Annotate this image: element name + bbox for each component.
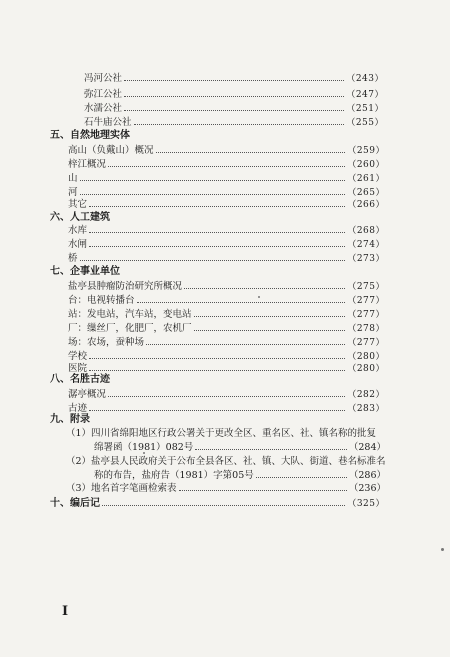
scan-speck xyxy=(441,548,444,551)
appendix-entry-line xyxy=(66,482,386,495)
toc-entry xyxy=(68,144,385,156)
toc-entry-page: （273） xyxy=(347,254,385,264)
toc-entry-label: 水闸 xyxy=(68,239,88,250)
appendix-entry-text: （2）盐亭县人民政府关于公布全县各区、社、镇、大队、街道、巷名标准名 xyxy=(66,456,386,467)
toc-entry xyxy=(68,172,385,184)
scan-speck xyxy=(143,452,145,454)
toc-entry-label: 冯河公社 xyxy=(84,73,123,84)
leader-dots xyxy=(89,198,345,207)
leader-dots xyxy=(124,88,344,97)
toc-entry xyxy=(68,252,385,264)
toc-entry-label: 台：电视转播台 xyxy=(68,295,135,306)
appendix-entry-line xyxy=(66,469,386,482)
toc-entry-page: （259） xyxy=(347,146,385,156)
section-heading: 八、名胜古迹 xyxy=(50,374,110,385)
toc-entry-page: （261） xyxy=(347,174,385,184)
toc-entry-page: （282） xyxy=(347,390,385,400)
leader-dots xyxy=(89,350,345,359)
leader-dots xyxy=(146,336,345,345)
toc-entry xyxy=(84,72,384,84)
toc-entry-page: （280） xyxy=(347,364,385,374)
toc-entry-page: （278） xyxy=(347,324,385,334)
toc-entry-page: （274） xyxy=(347,240,385,250)
toc-entry xyxy=(84,116,384,128)
appendix-entry-text: （1）四川省绵阳地区行政公署关于更改全区、重名区、社、镇名称的批复 xyxy=(66,428,377,439)
toc-entry-label: 河 xyxy=(68,187,78,198)
leader-dots xyxy=(156,144,346,153)
toc-entry-label: 梓江概况 xyxy=(68,159,107,170)
toc-entry xyxy=(68,224,385,236)
leader-dots xyxy=(102,497,345,506)
scan-speck xyxy=(258,296,260,298)
toc-entry-label: 桥 xyxy=(68,253,78,264)
toc-entry-page: （275） xyxy=(347,282,385,292)
appendix-entry xyxy=(66,456,386,481)
leader-dots xyxy=(137,294,346,303)
toc-entry-page: （277） xyxy=(347,310,385,320)
toc-entry-label: 医院 xyxy=(68,363,88,374)
leader-dots xyxy=(184,280,345,289)
toc-entry-label: 其它 xyxy=(68,199,88,210)
toc-entry-page: （277） xyxy=(347,338,385,348)
toc-entry-page: （265） xyxy=(347,188,385,198)
leader-dots xyxy=(256,469,347,478)
toc-entry xyxy=(68,280,385,292)
toc-entry xyxy=(68,308,385,320)
leader-dots xyxy=(89,238,345,247)
toc-entry-page: （247） xyxy=(346,90,384,100)
toc-entry-label: 水濡公社 xyxy=(84,103,123,114)
toc-entry-page: （243） xyxy=(346,74,384,84)
toc-entry-label: 高山（负戴山）概况 xyxy=(68,145,154,156)
toc-entry-page: （266） xyxy=(347,200,385,210)
toc-entry-page: （260） xyxy=(347,160,385,170)
appendix-entry xyxy=(66,482,386,495)
toc-entry-page: （277） xyxy=(347,296,385,306)
toc-entry xyxy=(68,402,385,414)
leader-dots xyxy=(124,102,344,111)
appendix-entry-line xyxy=(66,441,386,454)
appendix-entry-text: （3）地名首字笔画检索表 xyxy=(66,483,177,494)
leader-dots xyxy=(89,402,345,411)
leader-dots xyxy=(89,362,345,371)
toc-entry xyxy=(68,238,385,250)
toc-entry-label: 站：发电站，汽车站，变电站 xyxy=(68,309,192,320)
toc-entry xyxy=(68,350,385,362)
leader-dots xyxy=(194,322,346,331)
toc-entry-label: 山 xyxy=(68,173,78,184)
toc-entry-page: （268） xyxy=(347,226,385,236)
leader-dots xyxy=(80,186,346,195)
toc-entry-page: （280） xyxy=(347,352,385,362)
section-heading: 九、附录 xyxy=(50,414,90,425)
toc-entry-page: （286） xyxy=(348,469,386,481)
appendix-entry-line xyxy=(66,456,386,469)
toc-entry-page: （325） xyxy=(347,499,385,509)
toc-entry xyxy=(68,186,385,198)
leader-dots xyxy=(195,441,347,450)
toc-entry-label: 学校 xyxy=(68,351,88,362)
leader-dots xyxy=(80,172,346,181)
section-heading: 七、企事业单位 xyxy=(50,266,120,277)
toc-entry xyxy=(68,198,385,210)
leader-dots xyxy=(80,252,346,261)
toc-entry-label: 十、编后记 xyxy=(50,498,100,509)
toc-entry-page: （251） xyxy=(346,104,384,114)
toc-entry-page: （283） xyxy=(347,404,385,414)
toc-entry xyxy=(68,362,385,374)
toc-entry xyxy=(68,158,385,170)
leader-dots xyxy=(89,224,345,233)
appendix-entry-text: 绵署函（1981）082号 xyxy=(94,441,194,453)
leader-dots xyxy=(124,72,344,81)
toc-entry xyxy=(68,388,385,400)
appendix-entry-text: 称的布告，盐府告（1981）字第05号 xyxy=(94,469,254,481)
toc-entry-label: 盐亭县肿瘤防治研究所概况 xyxy=(68,281,183,292)
toc-entry-page: （255） xyxy=(346,118,384,128)
section-heading: 六、人工建筑 xyxy=(50,212,110,223)
toc-entry-page: （284） xyxy=(348,441,386,453)
leader-dots xyxy=(108,158,345,167)
toc-entry-label: 潺亭概况 xyxy=(68,389,107,400)
leader-dots xyxy=(179,482,347,491)
section-heading: 五、自然地理实体 xyxy=(50,130,130,141)
toc-entry-label: 石牛庙公社 xyxy=(84,117,132,128)
page-numeral: I xyxy=(62,604,69,619)
leader-dots xyxy=(194,308,346,317)
toc-entry xyxy=(84,102,384,114)
toc-entry xyxy=(68,294,385,306)
toc-entry-label: 水库 xyxy=(68,225,88,236)
toc-entry-page: （236） xyxy=(348,483,386,494)
toc-entry xyxy=(84,88,384,100)
toc-entry-label: 厂：缫丝厂，化肥厂，农机厂 xyxy=(68,323,192,334)
toc-entry-section-10 xyxy=(50,497,385,509)
toc-entry-label: 弥江公社 xyxy=(84,89,123,100)
leader-dots xyxy=(108,388,345,397)
toc-entry-label: 场：农场，蚕种场 xyxy=(68,337,145,348)
leader-dots xyxy=(134,116,345,125)
toc-entry xyxy=(68,336,385,348)
appendix-entry-line xyxy=(66,428,386,441)
toc-entry xyxy=(68,322,385,334)
appendix-entry xyxy=(66,428,386,453)
toc-entry-label: 古迹 xyxy=(68,403,88,414)
